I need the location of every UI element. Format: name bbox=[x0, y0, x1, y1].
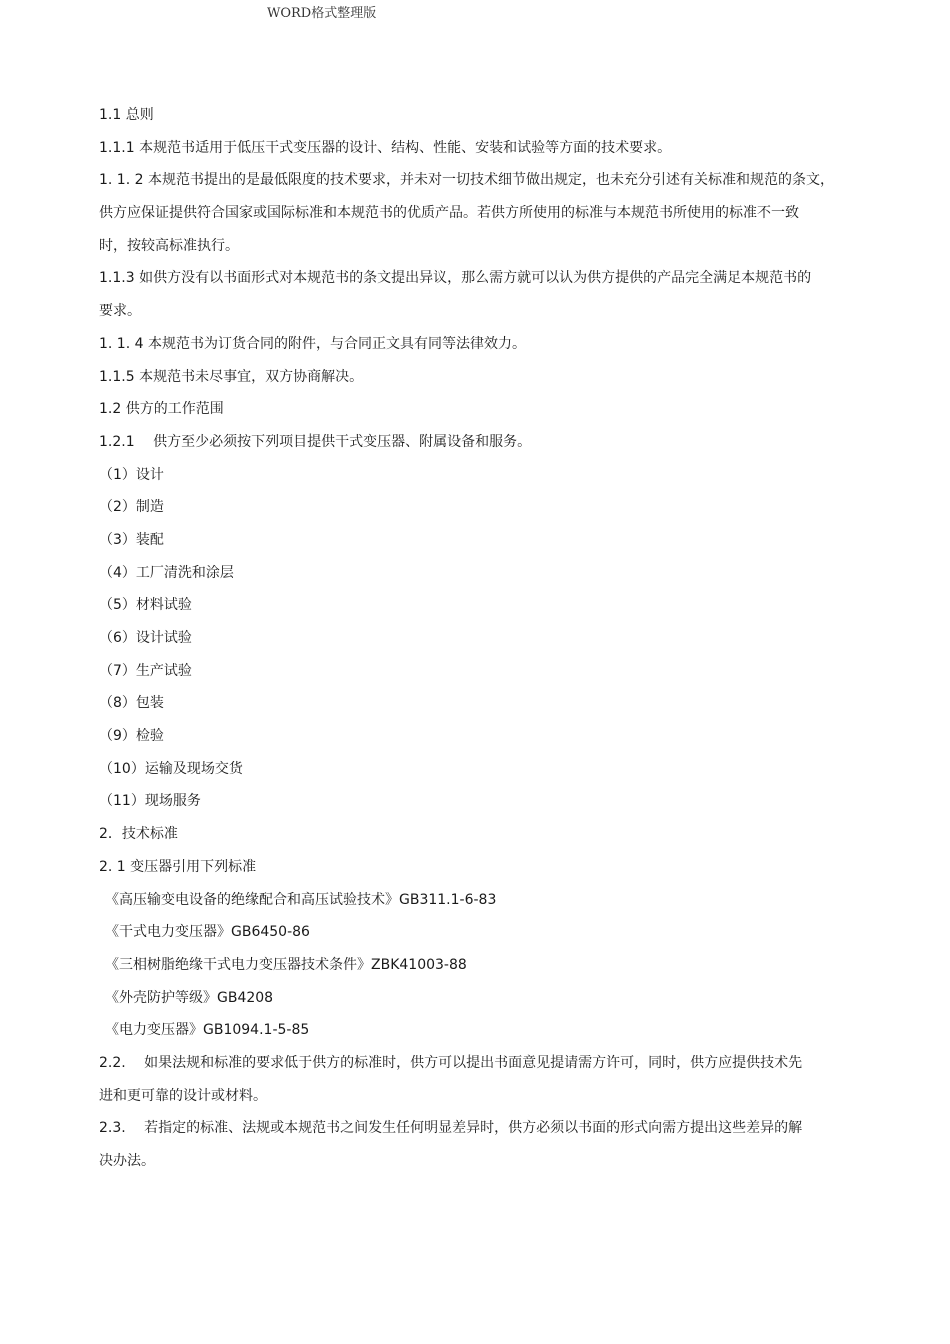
list-item: （4）工厂清洗和涂层 bbox=[99, 564, 234, 581]
paragraph-line: 时，按较高标准执行。 bbox=[99, 237, 239, 254]
list-item: （8）包装 bbox=[99, 695, 164, 712]
paragraph-line: 1. 1. 4 本规范书为订货合同的附件，与合同正文具有同等法律效力。 bbox=[99, 335, 526, 352]
list-item: （6）设计试验 bbox=[99, 630, 192, 646]
paragraph-line: 2.2. 如果法规和标准的要求低于供方的标准时，供方可以提出书面意见提请需方许可，同时，供方应提供技术先 bbox=[99, 1054, 803, 1071]
paragraph-line: 1.1.1 本规范书适用于低压干式变压器的设计、结构、性能、安装和试验等方面的技术要求。 bbox=[99, 139, 672, 156]
section-heading-general: 1.1 总则 bbox=[99, 107, 154, 123]
standard-reference: 《高压输变电设备的绝缘配合和高压试验技术》GB311.1-6-83 bbox=[105, 891, 497, 908]
page-header: WORD格式整理版 bbox=[267, 6, 377, 21]
paragraph-line: 要求。 bbox=[99, 303, 141, 320]
standard-reference: 《外壳防护等级》GB4208 bbox=[105, 989, 274, 1006]
section-heading-scope: 1.2 供方的工作范围 bbox=[99, 401, 224, 418]
list-item: （1）设计 bbox=[99, 466, 164, 483]
paragraph-line: 1.2.1 供方至少必须按下列项目提供干式变压器、附属设备和服务。 bbox=[99, 433, 532, 450]
document-body bbox=[99, 99, 869, 1178]
paragraph-line: 2.3. 若指定的标准、法规或本规范书之间发生任何明显差异时，供方必须以书面的形式向需方提出这些差异的解 bbox=[99, 1120, 803, 1137]
list-item: （5）材料试验 bbox=[99, 597, 192, 614]
paragraph-line: 2. 1 变压器引用下列标准 bbox=[99, 858, 257, 875]
paragraph-line: 1. 1. 2 本规范书提出的是最低限度的技术要求，并未对一切技术细节做出规定，也未充分引述有关标准和规范的条文， bbox=[99, 172, 834, 189]
paragraph-line: 1.1.5 本规范书未尽事宜，双方协商解决。 bbox=[99, 368, 364, 385]
list-item: （3）装配 bbox=[99, 531, 164, 548]
list-item: （2）制造 bbox=[99, 499, 164, 516]
standard-reference: 《电力变压器》GB1094.1-5-85 bbox=[105, 1022, 310, 1039]
list-item: （11）现场服务 bbox=[99, 793, 201, 810]
section-heading-standards: 2．技术标准 bbox=[99, 826, 178, 843]
standard-reference: 《干式电力变压器》GB6450-86 bbox=[105, 924, 310, 941]
list-item: （7）生产试验 bbox=[99, 662, 192, 679]
paragraph-line: 供方应保证提供符合国家或国际标准和本规范书的优质产品。若供方所使用的标准与本规范书所使用的标准不一致 bbox=[99, 205, 799, 222]
paragraph-line: 进和更可靠的设计或材料。 bbox=[99, 1087, 267, 1104]
standard-reference: 《三相树脂绝缘干式电力变压器技术条件》ZBK41003-88 bbox=[105, 956, 467, 973]
list-item: （10）运输及现场交货 bbox=[99, 760, 243, 777]
list-item: （9）检验 bbox=[99, 728, 164, 745]
paragraph-line: 1.1.3 如供方没有以书面形式对本规范书的条文提出异议，那么需方就可以认为供方提供的产品完全满足本规范书的 bbox=[99, 270, 812, 287]
paragraph-line: 决办法。 bbox=[99, 1153, 155, 1169]
